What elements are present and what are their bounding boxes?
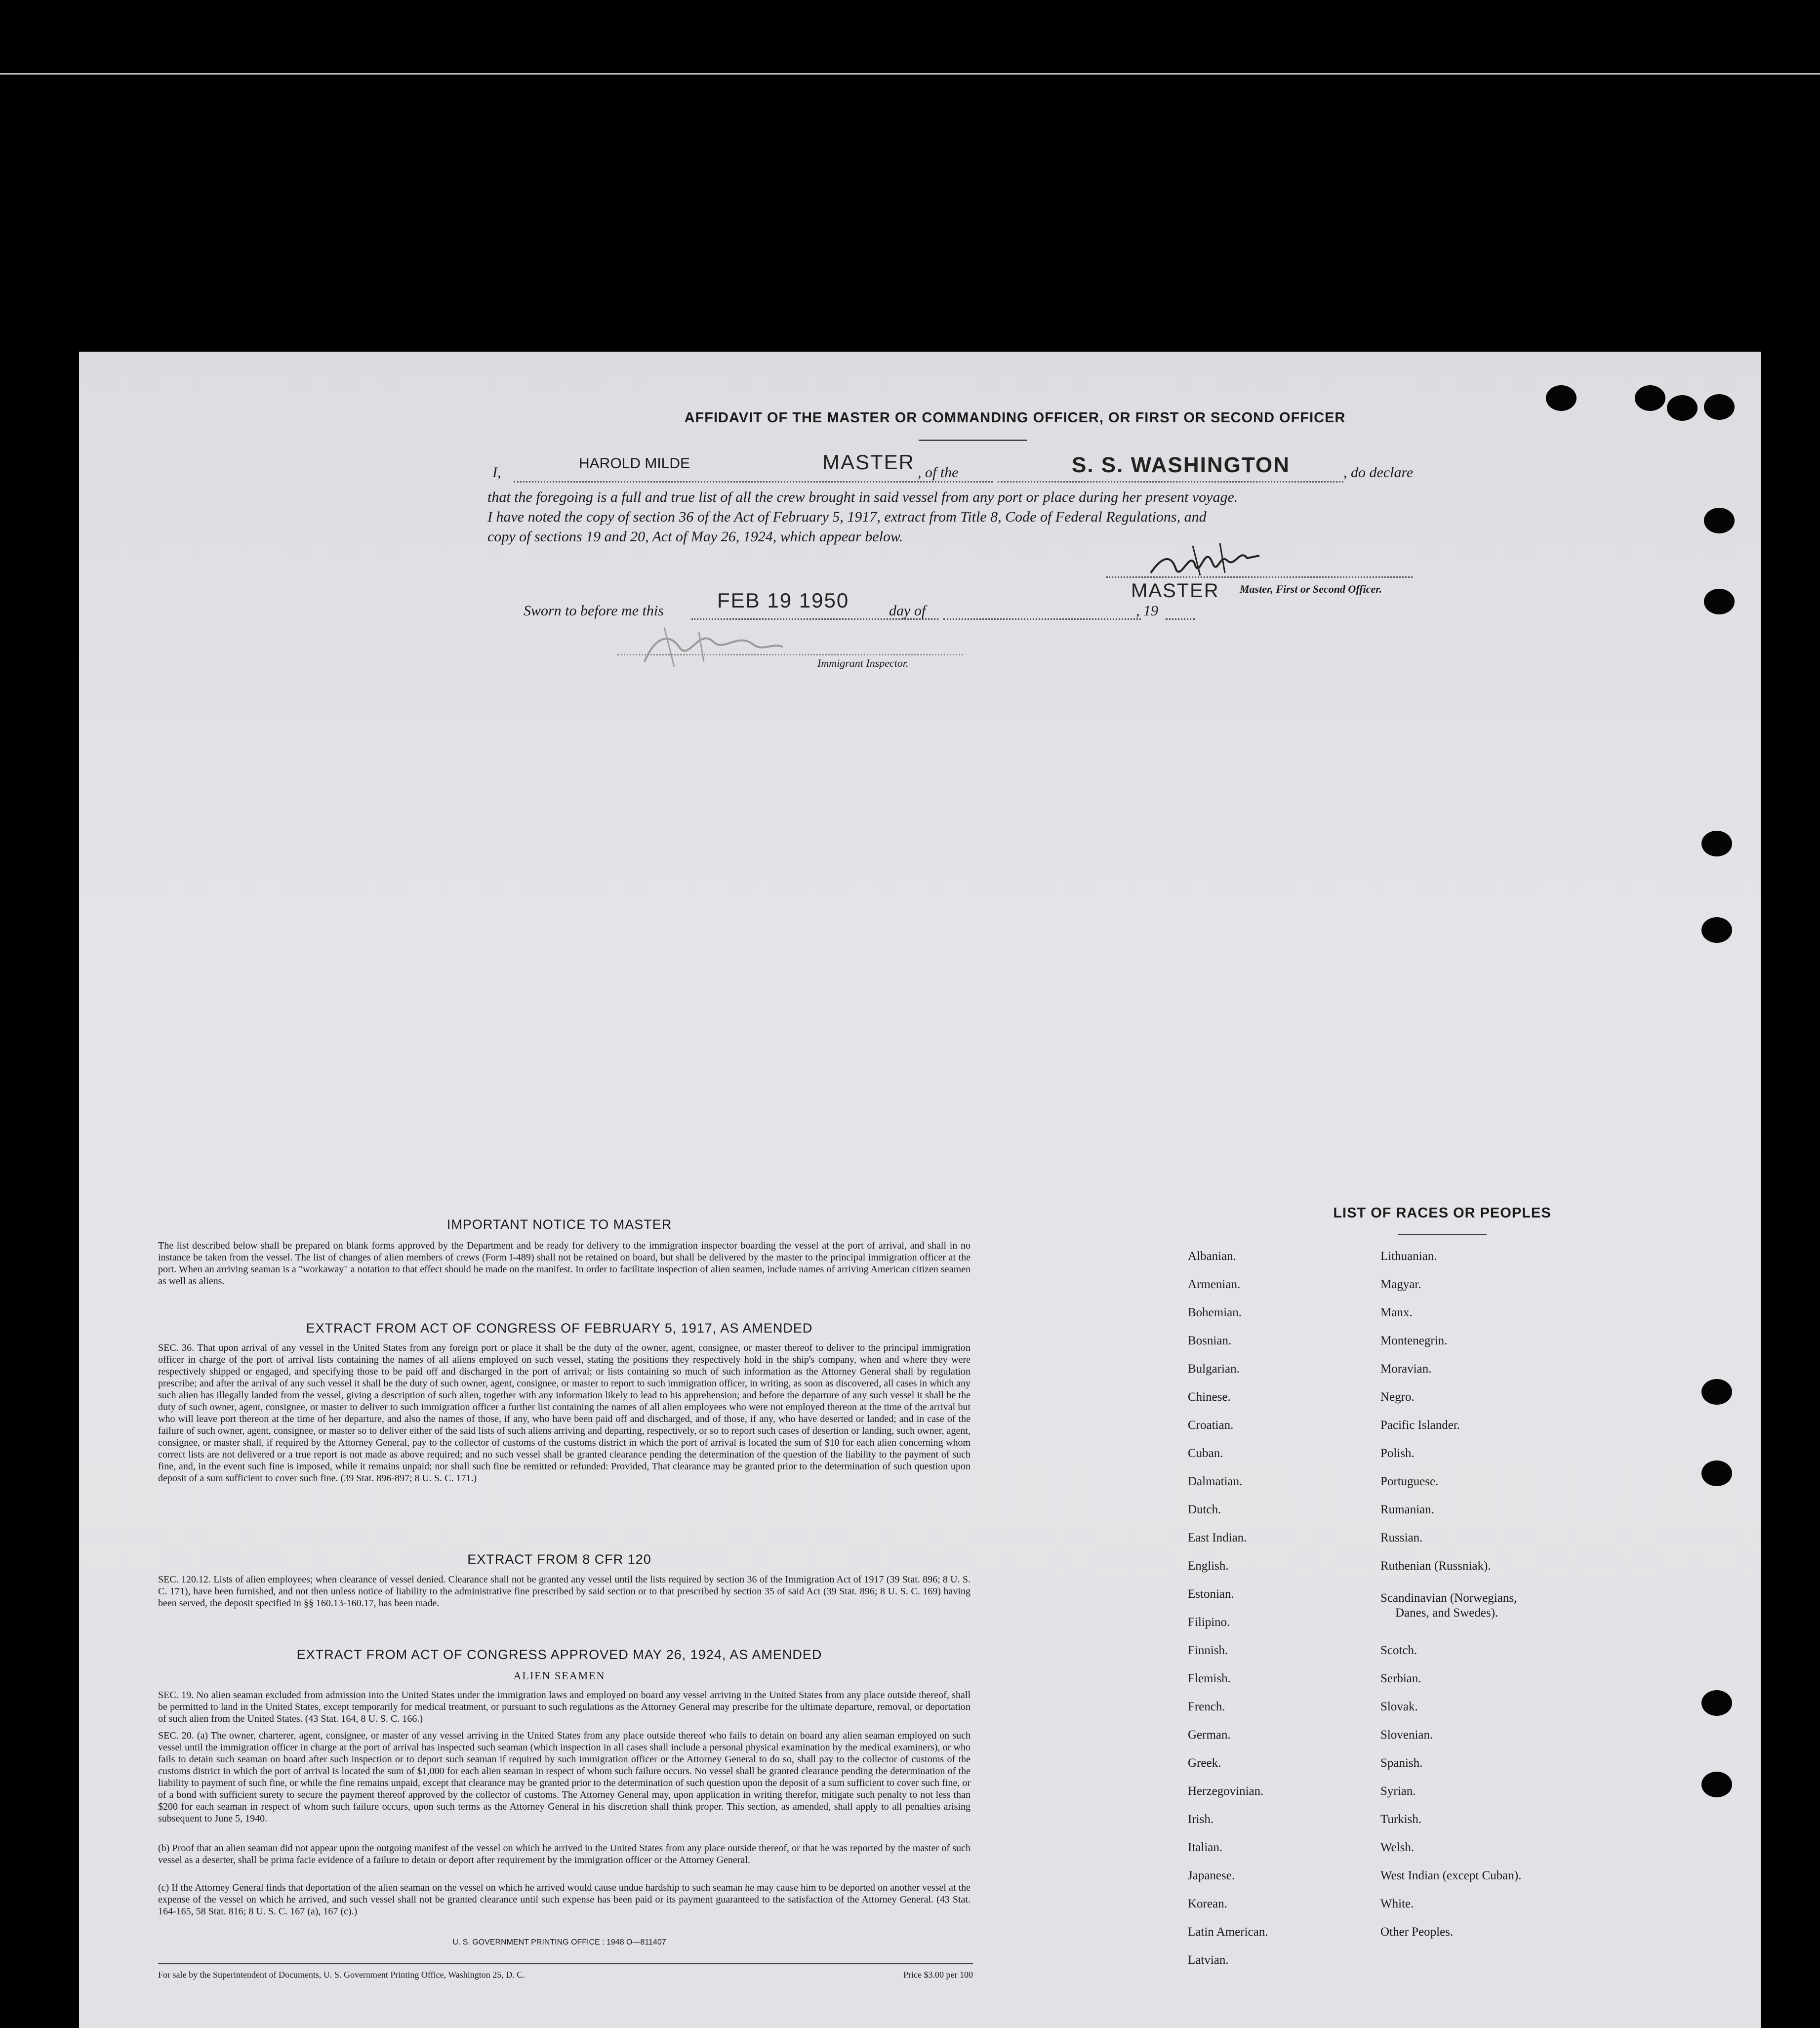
race-item: Scandinavian (Norwegians,: [1380, 1591, 1517, 1605]
footer-rule: [158, 1963, 973, 1964]
punch-hole: [1701, 1379, 1732, 1405]
race-item: Serbian.: [1380, 1672, 1421, 1685]
race-item: Dutch.: [1188, 1503, 1221, 1516]
race-item: French.: [1188, 1700, 1225, 1713]
name-fill-line: [514, 481, 993, 483]
race-item: Spanish.: [1380, 1756, 1423, 1770]
race-item: Rumanian.: [1380, 1503, 1435, 1516]
extract-1924-sec20a: SEC. 20. (a) The owner, charterer, agent, consignee, or master of any vessel arriving in the United States from any place outside thereof who fails to detain on board any alien seaman employed on such vessel until the immigration officer in charge at the port of arrival has inspected such seaman (which inspection in all cases shall include a personal physical examination by the medical examiners), or who fails to detain such seaman on board after such inspection or to deport such seaman if required by such immigration officer or the Attorney General to do so, shall pay to the collector of customs of the customs district in which the port of arrival is located the sum of $1,000 for each alien seaman in respect of whom such failure occurs. No vessel shall be granted clearance pending the determination of the liability to payment of such fine, or while the fine remains unpaid, except that clearance may be granted prior to the determination of such question upon the deposit of a sum sufficient to cover such fine, or of a bond with sufficient surety to secure the payment thereof approved by the collector of customs. The Attorney General may, upon application in writing therefor, mitigate such penalty to not less than $200 for each seaman in respect of whom such failure occurs, upon such terms as the Attorney General in his discretion shall think proper. This section, as amended, shall apply to all penalties arising subsequent to June 5, 1940.: [158, 1730, 971, 1824]
punch-hole: [1701, 1460, 1732, 1486]
race-item: Albanian.: [1188, 1250, 1236, 1263]
punch-hole: [1701, 1772, 1732, 1797]
vessel-stamp: S. S. WASHINGTON: [1072, 453, 1290, 477]
race-item: Bohemian.: [1188, 1306, 1242, 1319]
race-item: Finnish.: [1188, 1644, 1228, 1657]
race-item: Filipino.: [1188, 1616, 1230, 1629]
punch-hole: [1546, 385, 1577, 411]
of-the-label: , of the: [918, 464, 959, 481]
punch-hole: [1704, 589, 1735, 614]
master-name: HAROLD MILDE: [579, 455, 690, 472]
race-item: Danes, and Swedes).: [1395, 1606, 1498, 1620]
race-item: Armenian.: [1188, 1278, 1241, 1291]
race-item: Chinese.: [1188, 1390, 1231, 1404]
race-item: Negro.: [1380, 1390, 1415, 1404]
inspector-fill-line: [617, 654, 963, 655]
race-item: Turkish.: [1380, 1813, 1422, 1826]
race-item: West Indian (except Cuban).: [1380, 1869, 1522, 1882]
race-item: White.: [1380, 1897, 1414, 1910]
race-item: Syrian.: [1380, 1785, 1416, 1798]
punch-hole: [1701, 917, 1732, 943]
signature-caption: Master, First or Second Officer.: [1240, 583, 1382, 595]
declaration-line-4: copy of sections 19 and 20, Act of May 26, 1924, which appear below.: [487, 528, 903, 545]
race-item: Bosnian.: [1188, 1334, 1232, 1347]
declaration-line-2: that the foregoing is a full and true list of all the crew brought in said vessel from any port or place during her present voyage.: [487, 489, 1238, 505]
year-fill-line: [1166, 618, 1195, 620]
notice-text: The list described below shall be prepared on blank forms approved by the Department and be ready for delivery to the immigration inspector boarding the vessel at the port of arrival, and shall in no instance be taken from the vessel. The list of changes of alien members of crews (Form I-489) shall not be retained on board, but shall be delivered by the master to the principal immigration officer at the port. When an arriving seaman is a "workaway" a notation to that effect should be made on the manifest. In order to facilitate inspection of alien seamen, include names of arriving American citizen seamen as well as aliens.: [158, 1240, 971, 1287]
signature-fill-line: [1106, 576, 1413, 578]
inspector-signature: [635, 622, 793, 672]
race-item: Polish.: [1380, 1447, 1415, 1460]
race-item: Latvian.: [1188, 1953, 1229, 1967]
declaration-line-3: I have noted the copy of section 36 of the Act of February 5, 1917, extract from Title 8, Code of Federal Regulations, and: [487, 509, 1207, 525]
footer-right: Price $3.00 per 100: [903, 1970, 973, 1980]
race-item: Greek.: [1188, 1756, 1221, 1770]
extract-1924-subtitle: ALIEN SEAMEN: [513, 1669, 606, 1682]
races-title: LIST OF RACES OR PEOPLES: [1333, 1205, 1551, 1221]
footer-left: For sale by the Superintendent of Documents, U. S. Government Printing Office, Washington 25, D. C.: [158, 1970, 525, 1980]
sworn-date-stamp: FEB 19 1950: [717, 589, 849, 612]
race-item: Italian.: [1188, 1841, 1223, 1854]
race-item: Montenegrin.: [1380, 1334, 1448, 1347]
race-item: Slovak.: [1380, 1700, 1418, 1713]
race-item: Other Peoples.: [1380, 1925, 1454, 1939]
sworn-label: Sworn to before me this: [524, 603, 664, 619]
inspector-caption: Immigrant Inspector.: [817, 657, 909, 669]
scan-edge-line: [0, 73, 1820, 75]
race-item: Slovenian.: [1380, 1728, 1433, 1742]
extract-1924-sec19: SEC. 19. No alien seaman excluded from admission into the United States under the immigration laws and employed on board any vessel arriving in the United States from any place outside thereof, shall be permitted to land in the United States, except temporarily for medical treatment, or pursuant to such regulations as the Attorney General may prescribe for the ultimate departure, removal, or deportation of such alien from the United States. (43 Stat. 164, 8 U. S. C. 166.): [158, 1690, 971, 1724]
race-item: Herzegovinian.: [1188, 1785, 1264, 1798]
race-item: Ruthenian (Russniak).: [1380, 1559, 1491, 1573]
year-prefix: , 19: [1136, 603, 1158, 619]
punch-hole: [1704, 508, 1735, 533]
signature-title-stamp: MASTER: [1131, 580, 1219, 602]
punch-hole: [1667, 395, 1698, 421]
extract-cfr-title: EXTRACT FROM 8 CFR 120: [467, 1552, 651, 1567]
title-rule: [919, 440, 1027, 441]
race-item: Estonian.: [1188, 1587, 1234, 1601]
race-item: Pacific Islander.: [1380, 1419, 1460, 1432]
affidavit-title: AFFIDAVIT OF THE MASTER OR COMMANDING OFFICER, OR FIRST OR SECOND OFFICER: [684, 410, 1346, 426]
race-item: Lithuanian.: [1380, 1250, 1437, 1263]
race-item: Russian.: [1380, 1531, 1423, 1544]
race-item: Portuguese.: [1380, 1475, 1439, 1488]
races-title-rule: [1398, 1234, 1487, 1235]
race-item: Flemish.: [1188, 1672, 1231, 1685]
race-item: Korean.: [1188, 1897, 1227, 1910]
race-item: English.: [1188, 1559, 1229, 1573]
do-declare-label: , do declare: [1343, 464, 1414, 481]
race-item: Welsh.: [1380, 1841, 1415, 1854]
punch-hole: [1701, 1690, 1732, 1716]
race-item: German.: [1188, 1728, 1231, 1742]
day-of-label: day of: [889, 603, 926, 619]
race-item: Scotch.: [1380, 1644, 1417, 1657]
race-item: Moravian.: [1380, 1362, 1432, 1376]
punch-hole: [1635, 385, 1665, 411]
race-item: Latin American.: [1188, 1925, 1268, 1939]
printing-office-line: U. S. GOVERNMENT PRINTING OFFICE : 1948 O—811407: [452, 1938, 666, 1947]
affidavit-prefix: I,: [492, 464, 501, 481]
race-item: Magyar.: [1380, 1278, 1421, 1291]
race-item: Dalmatian.: [1188, 1475, 1243, 1488]
extract-cfr-text: SEC. 120.12. Lists of alien employees; when clearance of vessel denied. Clearance shall not be granted any vessel until the lists required by section 36 of the Immigration Act of 1917 (39 Stat. 896; 8 U. S. C. 171), have been furnished, and not then unless notice of liability to the administrative fine prescribed by said section or to that prescribed by section 35 of said Act (39 Stat. 896; 8 U. S. C. 169) having been served, the deposit specified in §§ 160.13-160.17, has been made.: [158, 1574, 971, 1609]
extract-1924-title: EXTRACT FROM ACT OF CONGRESS APPROVED MAY 26, 1924, AS AMENDED: [296, 1647, 822, 1662]
punch-hole: [1704, 394, 1735, 420]
race-item: Japanese.: [1188, 1869, 1235, 1882]
race-item: East Indian.: [1188, 1531, 1247, 1544]
document-page: [79, 352, 1761, 2028]
rank-stamp: MASTER: [822, 450, 915, 474]
month-fill-line: [943, 618, 1141, 620]
notice-title: IMPORTANT NOTICE TO MASTER: [446, 1217, 672, 1232]
punch-hole: [1701, 831, 1732, 856]
extract-1924-sec20b: (b) Proof that an alien seaman did not appear upon the outgoing manifest of the vessel on which he arrived in the United States from any place outside thereof, or that he was reported by the master of such vessel as a deserter, shall be prima facie evidence of a failure to detain or deport after requirement by the immigration officer or the Attorney General.: [158, 1843, 971, 1866]
extract-1924-sec20c: (c) If the Attorney General finds that deportation of the alien seaman on the vessel on which he arrived would cause undue hardship to such seaman he may cause him to be deported on another vessel at the expense of the vessel on which he arrived, and such vessel shall not be granted clearance until such expense has been paid or its payment guaranteed to the satisfaction of the Attorney General. (43 Stat. 164-165, 58 Stat. 816; 8 U. S. C. 167 (a), 167 (c).): [158, 1882, 971, 1917]
race-item: Croatian.: [1188, 1419, 1234, 1432]
extract-1917-text: SEC. 36. That upon arrival of any vessel in the United States from any foreign port or place it shall be the duty of the owner, agent, consignee, or master thereof to deliver to the principal immigration officer in charge of the port of arrival lists containing the names of all aliens employed on such vessel, stating the positions they respectively hold in the ship's company, when and where they were respectively shipped or engaged, and specifying those to be paid off and discharged in the port of arrival; or lists containing so much of such information as the Attorney General shall by regulation prescribe; and after the arrival of any such vessel it shall be the duty of such owner, agent, consignee, or master to report to such immigration officer, in writing, as soon as discovered, all cases in which any such alien has illegally landed from the vessel, giving a description of such alien, together with any information likely to lead to his apprehension; and before the departure of any such vessel it shall be the duty of such owner, agent, consignee, or master to deliver to such immigration officer a further list containing the names of all alien employees who were not employed thereon at the time of the arrival but who will leave port thereon at the time of her departure, and also the names of those, if any, who have been paid off and discharged, and of those, if any, who have deserted or landed; and in case of the failure of such owner, agent, consignee, or master so to deliver either of the said lists of such aliens arriving and departing, respectively, or so to report such cases of desertion or landing, such owner, agent, consignee, or master shall, if required by the Attorney General, pay to the collector of customs of the customs district in which the port of arrival is located the sum of $10 for each alien concerning whom correct lists are not delivered or a true report is not made as above required; and no such vessel shall be granted clearance pending the determination of the question of the liability to the payment of such fine, and, in the event such fine is imposed, while it remains unpaid; nor shall such fine be remitted or refunded: Provided, That clearance may be granted prior to the determination of such question upon deposit of a sum sufficient to cover such fine. (39 Stat. 896-897; 8 U. S. C. 171.): [158, 1342, 971, 1484]
race-item: Bulgarian.: [1188, 1362, 1240, 1376]
vessel-fill-line: [998, 481, 1343, 483]
extract-1917-title: EXTRACT FROM ACT OF CONGRESS OF FEBRUARY 5, 1917, AS AMENDED: [306, 1321, 813, 1336]
race-item: Cuban.: [1188, 1447, 1223, 1460]
race-item: Manx.: [1380, 1306, 1413, 1319]
race-item: Irish.: [1188, 1813, 1214, 1826]
